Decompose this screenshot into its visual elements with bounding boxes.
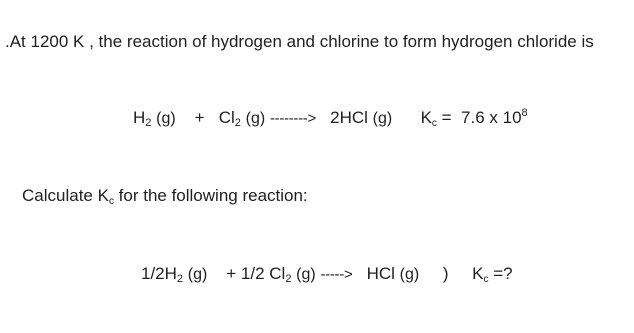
reaction-arrow-2: -----> [320,266,353,283]
reactant-half-cl2: + 1/2 $Cl_2$ (g) [226,264,316,285]
intro-sentence: .At 1200 K , the reaction of hydrogen and chlorine to form hydrogen chloride is [5,32,594,51]
reactant-cl2: $Cl_2$ (g) [218,108,266,129]
reactant-h2: $H_2$ (g) [133,108,176,129]
reactant-half-h2: $1/2H_2$ (g) [141,264,208,285]
plus-sign: + [194,108,205,127]
reaction-equation-2 [141,264,513,285]
product-hcl: HCl (g) [366,264,420,283]
unknown-constant: Kc =? [472,264,513,285]
product-2hcl: 2HCl (g) [330,108,393,127]
reaction-arrow: --------> [269,110,316,127]
reaction-equation-1 [133,108,528,129]
closing-paren: ) [442,264,449,283]
calculate-prompt: Calculate Kc for the following reaction: [22,186,308,207]
equilibrium-constant: Kc = 7.6 x $10^8$ [420,107,528,129]
